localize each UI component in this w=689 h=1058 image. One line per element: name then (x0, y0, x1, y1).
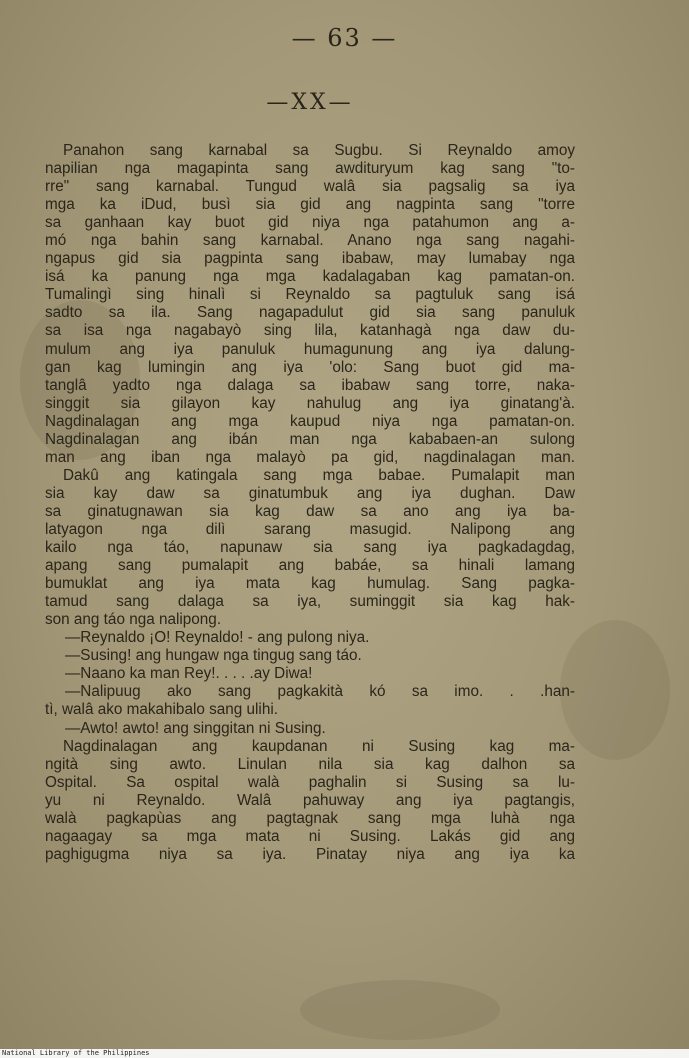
text-line: napilian nga magapinta sang awdituryum kag sang "to- (45, 160, 575, 178)
text-line: nagaagay sa mga mata ni Susing. Lakás gid ang (45, 827, 575, 845)
library-credit: National Library of the Philippines (2, 1049, 150, 1057)
text-line: sa ginatugnawan sia kag daw sa ano ang iya ba- (45, 502, 575, 520)
body-text (45, 142, 575, 864)
text-line: tamud sang dalaga sa iya, suminggit sia kag hak- (45, 593, 575, 611)
text-line: man ang iban nga malayò pa gid, nagdinalagan man. (45, 448, 575, 466)
text-line: rre" sang karnabal. Tungud walâ sia pagsalig sa iya (45, 178, 575, 196)
dialogue-line: —Naano ka man Rey!. . . . .ay Diwa! (65, 665, 313, 683)
text-line: tì, walâ ako makahibalo sang ulihi. (45, 701, 278, 719)
text-line: bumuklat ang iya mata kag humulag. Sang pagka- (45, 575, 575, 593)
text-line: latyagon nga dilì sarang masugid. Nalipong ang (45, 520, 575, 538)
text-line: sa isa nga nagabayò sing lila, katanhagà nga daw du- (45, 322, 575, 340)
text-line: Nagdinalagan ang ibán man nga kababaen-an sulong (45, 430, 575, 448)
text-line: kailo nga táo, napunaw sia sang iya pagkadagdag, (45, 539, 575, 557)
text-line: ngità sing awto. Linulan nila sia kag dalhon sa (45, 755, 575, 773)
text-line: yu ni Reynaldo. Walâ pahuway ang iya pagtangis, (45, 791, 575, 809)
text-line: Nagdinalagan ang mga kaupud niya nga pamatan-on. (45, 412, 575, 430)
text-line: Dakû ang katingala sang mga babae. Pumalapit man (63, 466, 575, 484)
text-line: apang sang pumalapit ang babáe, sa hinali lamang (45, 557, 575, 575)
text-line: walà pagkapùas ang pagtagnak sang mga luhà nga (45, 809, 575, 827)
text-line: Nagdinalagan ang kaupdanan ni Susing kag ma- (63, 737, 575, 755)
text-line: singgit sia gilayon kay nahulug ang iya ginatang'à. (45, 394, 575, 412)
footer-bar (0, 1049, 689, 1058)
text-line: paghigugma niya sa iya. Pinatay niya ang iya ka (45, 845, 575, 863)
text-line: sa ganhaan kay buot gid niya nga patahumon ang a- (45, 214, 575, 232)
text-line: son ang táo nga nalipong. (45, 611, 222, 629)
paper-stain (300, 980, 500, 1040)
text-line: sia kay daw sa ginatumbuk ang iya dughan. Daw (45, 484, 575, 502)
text-line: Ospital. Sa ospital walà paghalin si Susing sa lu- (45, 773, 575, 791)
text-line: tanglâ yadto nga dalaga sa ibabaw sang torre, naka- (45, 376, 575, 394)
paper-stain (560, 620, 670, 760)
text-line: mó nga bahin sang karnabal. Anano nga sang nagahi- (45, 232, 575, 250)
page-number: — 63 — (291, 24, 398, 52)
chapter-heading: —XX— (266, 90, 354, 115)
text-line: mga ka iDud, busì sia gid ang nagpinta sang "torre (45, 196, 575, 214)
text-line: isá ka panung nga mga kadalagaban kag pamatan-on. (45, 268, 575, 286)
text-line: ngapus gid sia pagpinta sang ibabaw, may lumabay nga (45, 250, 575, 268)
dialogue-line: —Awto! awto! ang singgitan ni Susing. (65, 719, 326, 737)
dialogue-line: —Reynaldo ¡O! Reynaldo! - ang pulong niya. (65, 629, 370, 647)
text-line: Tumalingì sing hinalì si Reynaldo sa pagtuluk sang isá (45, 286, 575, 304)
dialogue-line: —Nalipuug ako sang pagkakità kó sa imo. . .han- (65, 683, 575, 701)
text-line: mulum ang iya panuluk humagunung ang iya dalung- (45, 340, 575, 358)
text-line: sadto sa ila. Sang nagapadulut gid sia sang panuluk (45, 304, 575, 322)
text-line: gan kag lumingin ang iya 'olo: Sang buot gid ma- (45, 358, 575, 376)
text-line: Panahon sang karnabal sa Sugbu. Si Reynaldo amoy (63, 142, 575, 159)
dialogue-line: —Susing! ang hungaw nga tingug sang táo. (65, 647, 362, 665)
